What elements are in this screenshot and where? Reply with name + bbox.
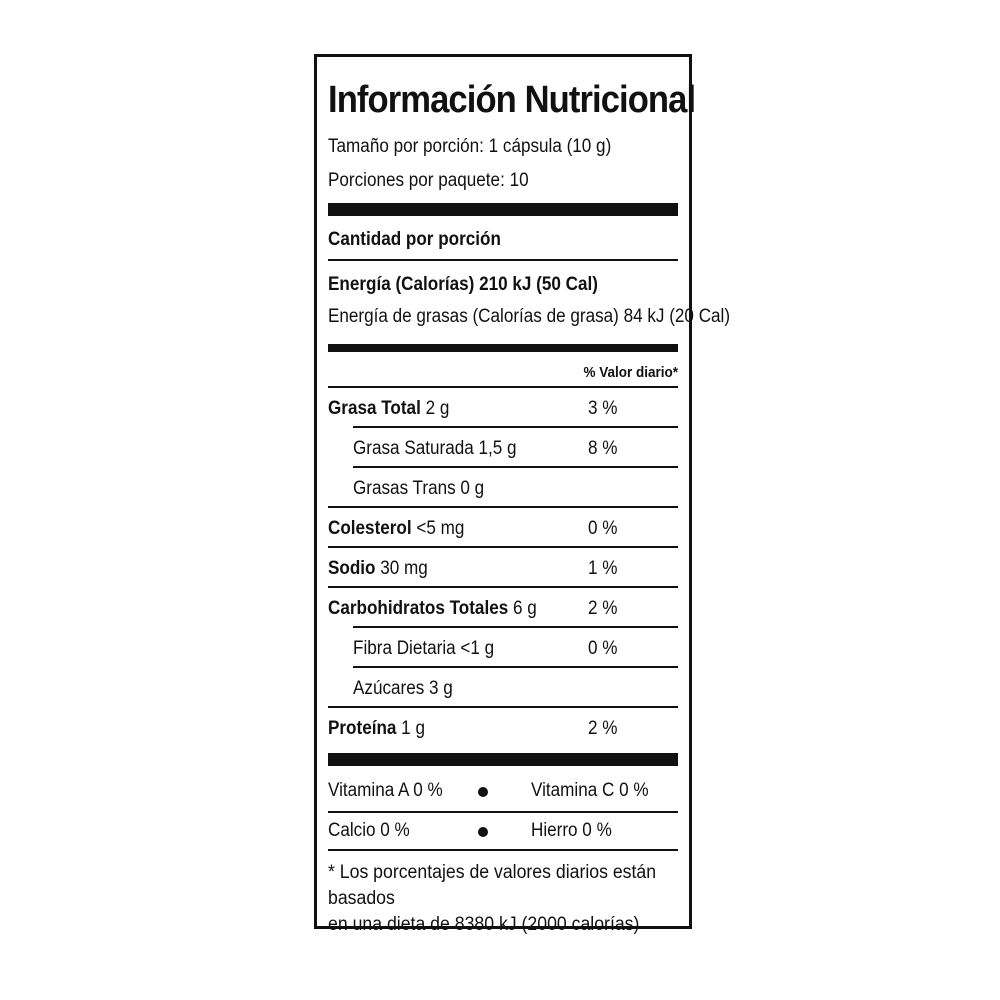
energy-from-fat: Energía de grasas (Calorías de grasa) 84 kJ (20 Cal) [328, 306, 731, 327]
nutrient-row-total-fat [328, 388, 678, 428]
footnote-line-1: * Los porcentajes de valores diarios están basados [328, 862, 657, 909]
nutrient-row-cholesterol [328, 508, 678, 548]
thick-divider-1 [328, 203, 678, 216]
nutrient-name: Sodio 30 mg [328, 558, 428, 579]
nutrition-facts-label [314, 54, 731, 935]
nutrient-daily-value: 0 % [588, 518, 618, 539]
nutrient-daily-value: 2 % [588, 718, 618, 739]
calcium: Calcio 0 % [328, 820, 410, 841]
nutrient-row-trans-fat [328, 468, 678, 508]
vitamin-a: Vitamina A 0 % [328, 780, 443, 801]
nutrient-row-total-carbohydrates [328, 588, 678, 628]
nutrient-daily-value: 8 % [588, 438, 618, 459]
vitamin-c: Vitamina C 0 % [531, 780, 649, 801]
footnote [328, 860, 691, 938]
nutrient-row-saturated-fat [328, 428, 678, 468]
nutrient-daily-value: 1 % [588, 558, 618, 579]
nutrient-daily-value: 0 % [588, 638, 618, 659]
bullet-dot [478, 787, 488, 797]
nutrient-name: Grasas Trans 0 g [353, 478, 485, 499]
nutrient-row-sugars [328, 668, 678, 708]
footnote-line-2: en una dieta de 8380 kJ (2000 calorías) [328, 914, 640, 935]
amount-per-serving: Cantidad por porción [328, 229, 501, 250]
nutrient-name: Fibra Dietaria <1 g [353, 638, 495, 659]
divider-vitamins [328, 811, 678, 813]
iron: Hierro 0 % [531, 820, 612, 841]
nutrient-daily-value: 2 % [588, 598, 618, 619]
energy-calories: Energía (Calorías) 210 kJ (50 Cal) [328, 274, 598, 295]
nutrient-name: Grasa Saturada 1,5 g [353, 438, 517, 459]
nutrient-row-sodium [328, 548, 678, 588]
nutrient-name: Colesterol <5 mg [328, 518, 465, 539]
divider-amount [328, 259, 678, 261]
nutrient-name: Carbohidratos Totales 6 g [328, 598, 537, 619]
servings-per-package: Porciones por paquete: 10 [328, 170, 529, 191]
serving-size: Tamaño por porción: 1 cápsula (10 g) [328, 136, 612, 157]
nutrient-row-protein [328, 708, 678, 748]
thick-divider-3 [328, 753, 678, 766]
nutrient-name: Azúcares 3 g [353, 678, 453, 699]
nutrient-name: Grasa Total 2 g [328, 398, 450, 419]
label-title: Información Nutricional [328, 79, 696, 121]
nutrient-row-dietary-fiber [328, 628, 678, 668]
nutrient-name: Proteína 1 g [328, 718, 425, 739]
daily-value-header: % Valor diario* [583, 364, 678, 381]
divider-minerals [328, 849, 678, 851]
nutrient-daily-value: 3 % [588, 398, 618, 419]
bullet-dot [478, 827, 488, 837]
thick-divider-2 [328, 344, 678, 352]
label-content [328, 57, 731, 935]
